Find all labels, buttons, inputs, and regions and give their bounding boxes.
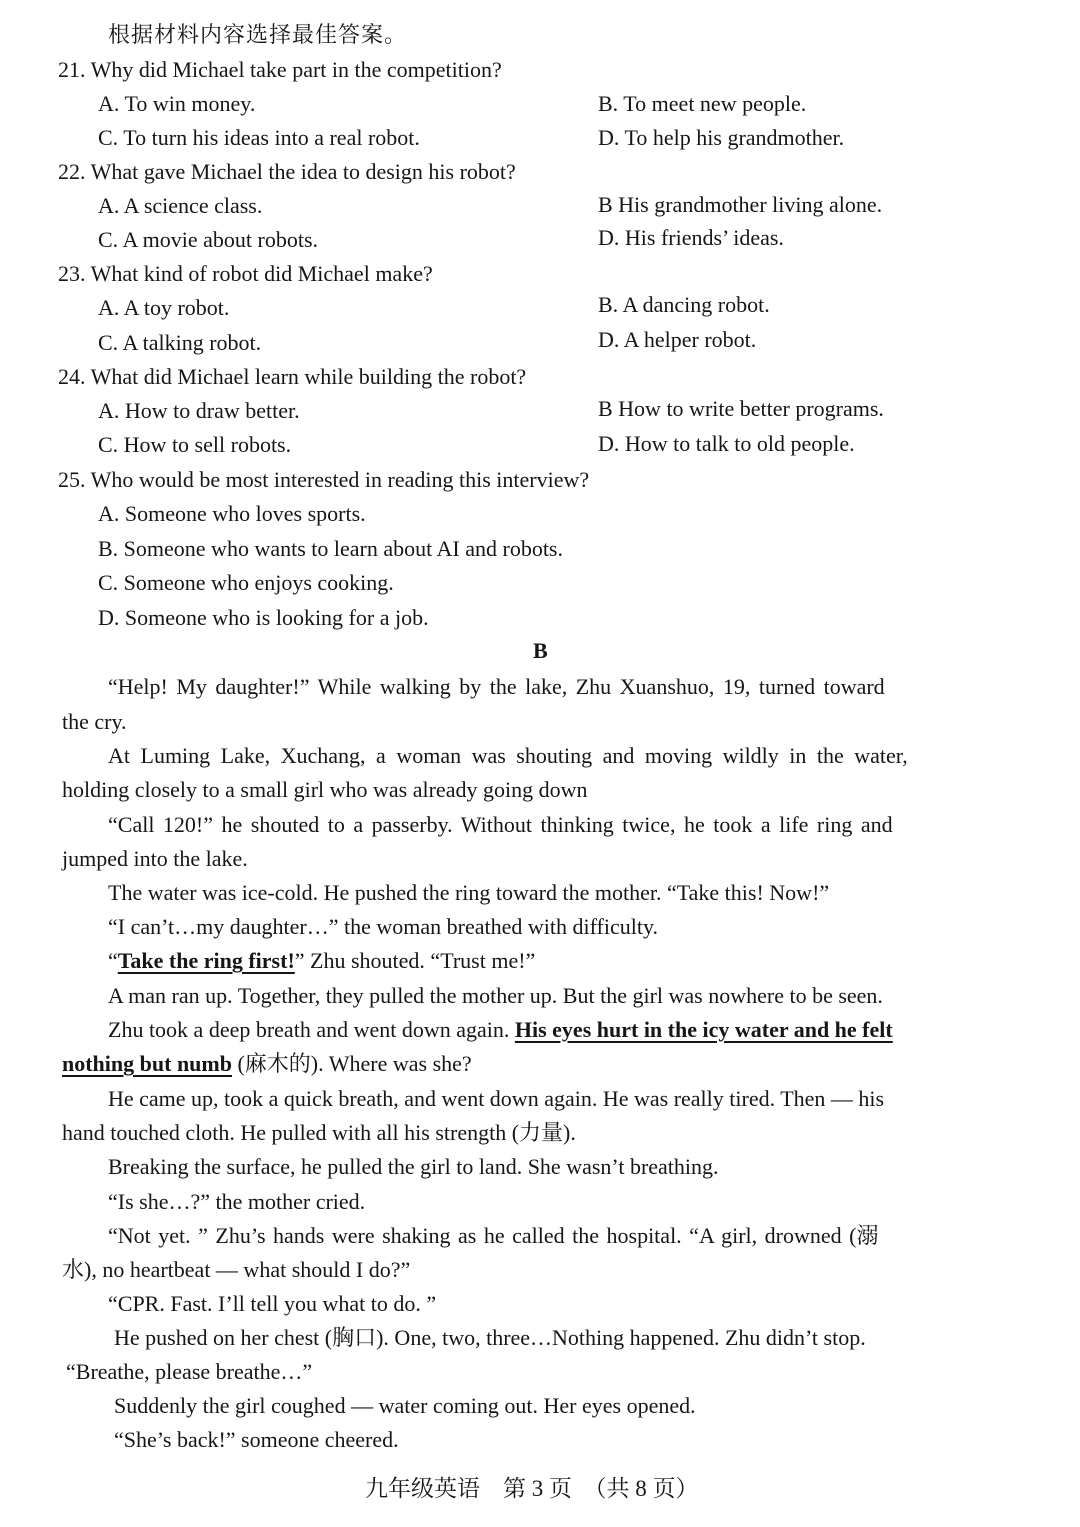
passage-p10: Breaking the surface, he pulled the girl to land. She wasn’t breathing. — [108, 1154, 719, 1179]
passage-p12-line1: “Not yet. ” Zhu’s hands were shaking as he called the hospital. “A girl, drowned (溺 — [108, 1223, 879, 1248]
passage-p12-line2: 水), no heartbeat — what should I do?” — [62, 1257, 411, 1282]
passage-p8-plain: Zhu took a deep breath and went down again. — [108, 1017, 510, 1042]
passage-p3-line2: jumped into the lake. — [62, 846, 248, 871]
question-25-option-c: C. Someone who enjoys cooking. — [98, 570, 394, 595]
passage-p1-line2: the cry. — [62, 709, 127, 734]
question-23-option-b: B. A dancing robot. — [598, 292, 770, 317]
section-title: B — [533, 638, 548, 663]
question-21-option-b: B. To meet new people. — [598, 91, 807, 116]
question-25-option-a: A. Someone who loves sports. — [98, 501, 366, 526]
passage-p11: “Is she…?” the mother cried. — [108, 1189, 366, 1214]
passage-p5: “I can’t…my daughter…” the woman breathed with difficulty. — [108, 914, 659, 939]
passage-p1-line1: “Help! My daughter!” While walking by the lake, Zhu Xuanshuo, 19, turned toward — [108, 674, 885, 699]
passage-p8-underlined-sentence: His eyes hurt in the icy water and he felt — [514, 1017, 893, 1042]
passage-p4: The water was ice-cold. He pushed the ring toward the mother. “Take this! Now!” — [108, 880, 830, 905]
question-24-option-c: C. How to sell robots. — [98, 432, 292, 457]
question-25-option-b: B. Someone who wants to learn about AI and robots. — [98, 536, 563, 561]
page-footer: 九年级英语 第 3 页 （共 8 页） — [365, 1476, 699, 1501]
question-24-option-a: A. How to draw better. — [98, 398, 300, 423]
passage-p7: A man ran up. Together, they pulled the mother up. But the girl was nowhere to be seen. — [108, 983, 883, 1008]
passage-p8-line1 — [108, 1015, 893, 1045]
question-23-option-a: A. A toy robot. — [98, 295, 230, 320]
question-22-option-c: C. A movie about robots. — [98, 227, 318, 252]
question-23-option-c: C. A talking robot. — [98, 330, 262, 355]
passage-p6-rest: ” Zhu shouted. “Trust me!” — [294, 948, 536, 973]
question-22-option-d: D. His friends’ ideas. — [598, 225, 784, 250]
question-21-option-a: A. To win money. — [98, 91, 256, 116]
question-23-option-d: D. A helper robot. — [598, 327, 757, 352]
passage-p6-open-quote: “ — [108, 948, 118, 973]
question-21-option-d: D. To help his grandmother. — [598, 125, 845, 150]
passage-p2-line1: At Luming Lake, Xuchang, a woman was shouting and moving wildly in the water, — [108, 743, 908, 768]
passage-p8-rest: (麻木的). Where was she? — [237, 1051, 472, 1076]
question-23-stem: 23. What kind of robot did Michael make? — [58, 261, 433, 286]
passage-p13: “CPR. Fast. I’ll tell you what to do. ” — [108, 1291, 437, 1316]
passage-p15: Suddenly the girl coughed — water coming out. Her eyes opened. — [114, 1393, 696, 1418]
question-24-option-d: D. How to talk to old people. — [598, 431, 855, 456]
passage-p8-underlined-end: nothing but numb — [62, 1051, 232, 1076]
passage-p16: “She’s back!” someone cheered. — [114, 1427, 399, 1452]
passage-p2-line2: holding closely to a small girl who was already going down — [62, 777, 588, 802]
passage-p3-line1: “Call 120!” he shouted to a passerby. Without thinking twice, he took a life ring and — [108, 812, 893, 837]
question-21-stem: 21. Why did Michael take part in the competition? — [58, 57, 502, 82]
passage-p8-line2 — [62, 1049, 472, 1079]
instruction-text: 根据材料内容选择最佳答案。 — [108, 22, 408, 47]
question-24-stem: 24. What did Michael learn while building the robot? — [58, 364, 527, 389]
passage-p6 — [108, 946, 535, 976]
passage-p14-line2: “Breathe, please breathe…” — [66, 1359, 313, 1384]
question-24-option-b: B How to write better programs. — [598, 396, 884, 421]
question-22-stem: 22. What gave Michael the idea to design his robot? — [58, 159, 516, 184]
question-22-option-b: B His grandmother living alone. — [598, 192, 883, 217]
passage-p14-line1: He pushed on her chest (胸口). One, two, three…Nothing happened. Zhu didn’t stop. — [114, 1325, 866, 1350]
question-22-option-a: A. A science class. — [98, 193, 263, 218]
question-25-stem: 25. Who would be most interested in reading this interview? — [58, 467, 590, 492]
passage-p9-line2: hand touched cloth. He pulled with all his strength (力量). — [62, 1120, 576, 1145]
question-21-option-c: C. To turn his ideas into a real robot. — [98, 125, 420, 150]
passage-p9-line1: He came up, took a quick breath, and went down again. He was really tired. Then — his — [108, 1086, 885, 1111]
question-25-option-d: D. Someone who is looking for a job. — [98, 605, 429, 630]
passage-p6-underlined-phrase: Take the ring first! — [117, 948, 295, 973]
